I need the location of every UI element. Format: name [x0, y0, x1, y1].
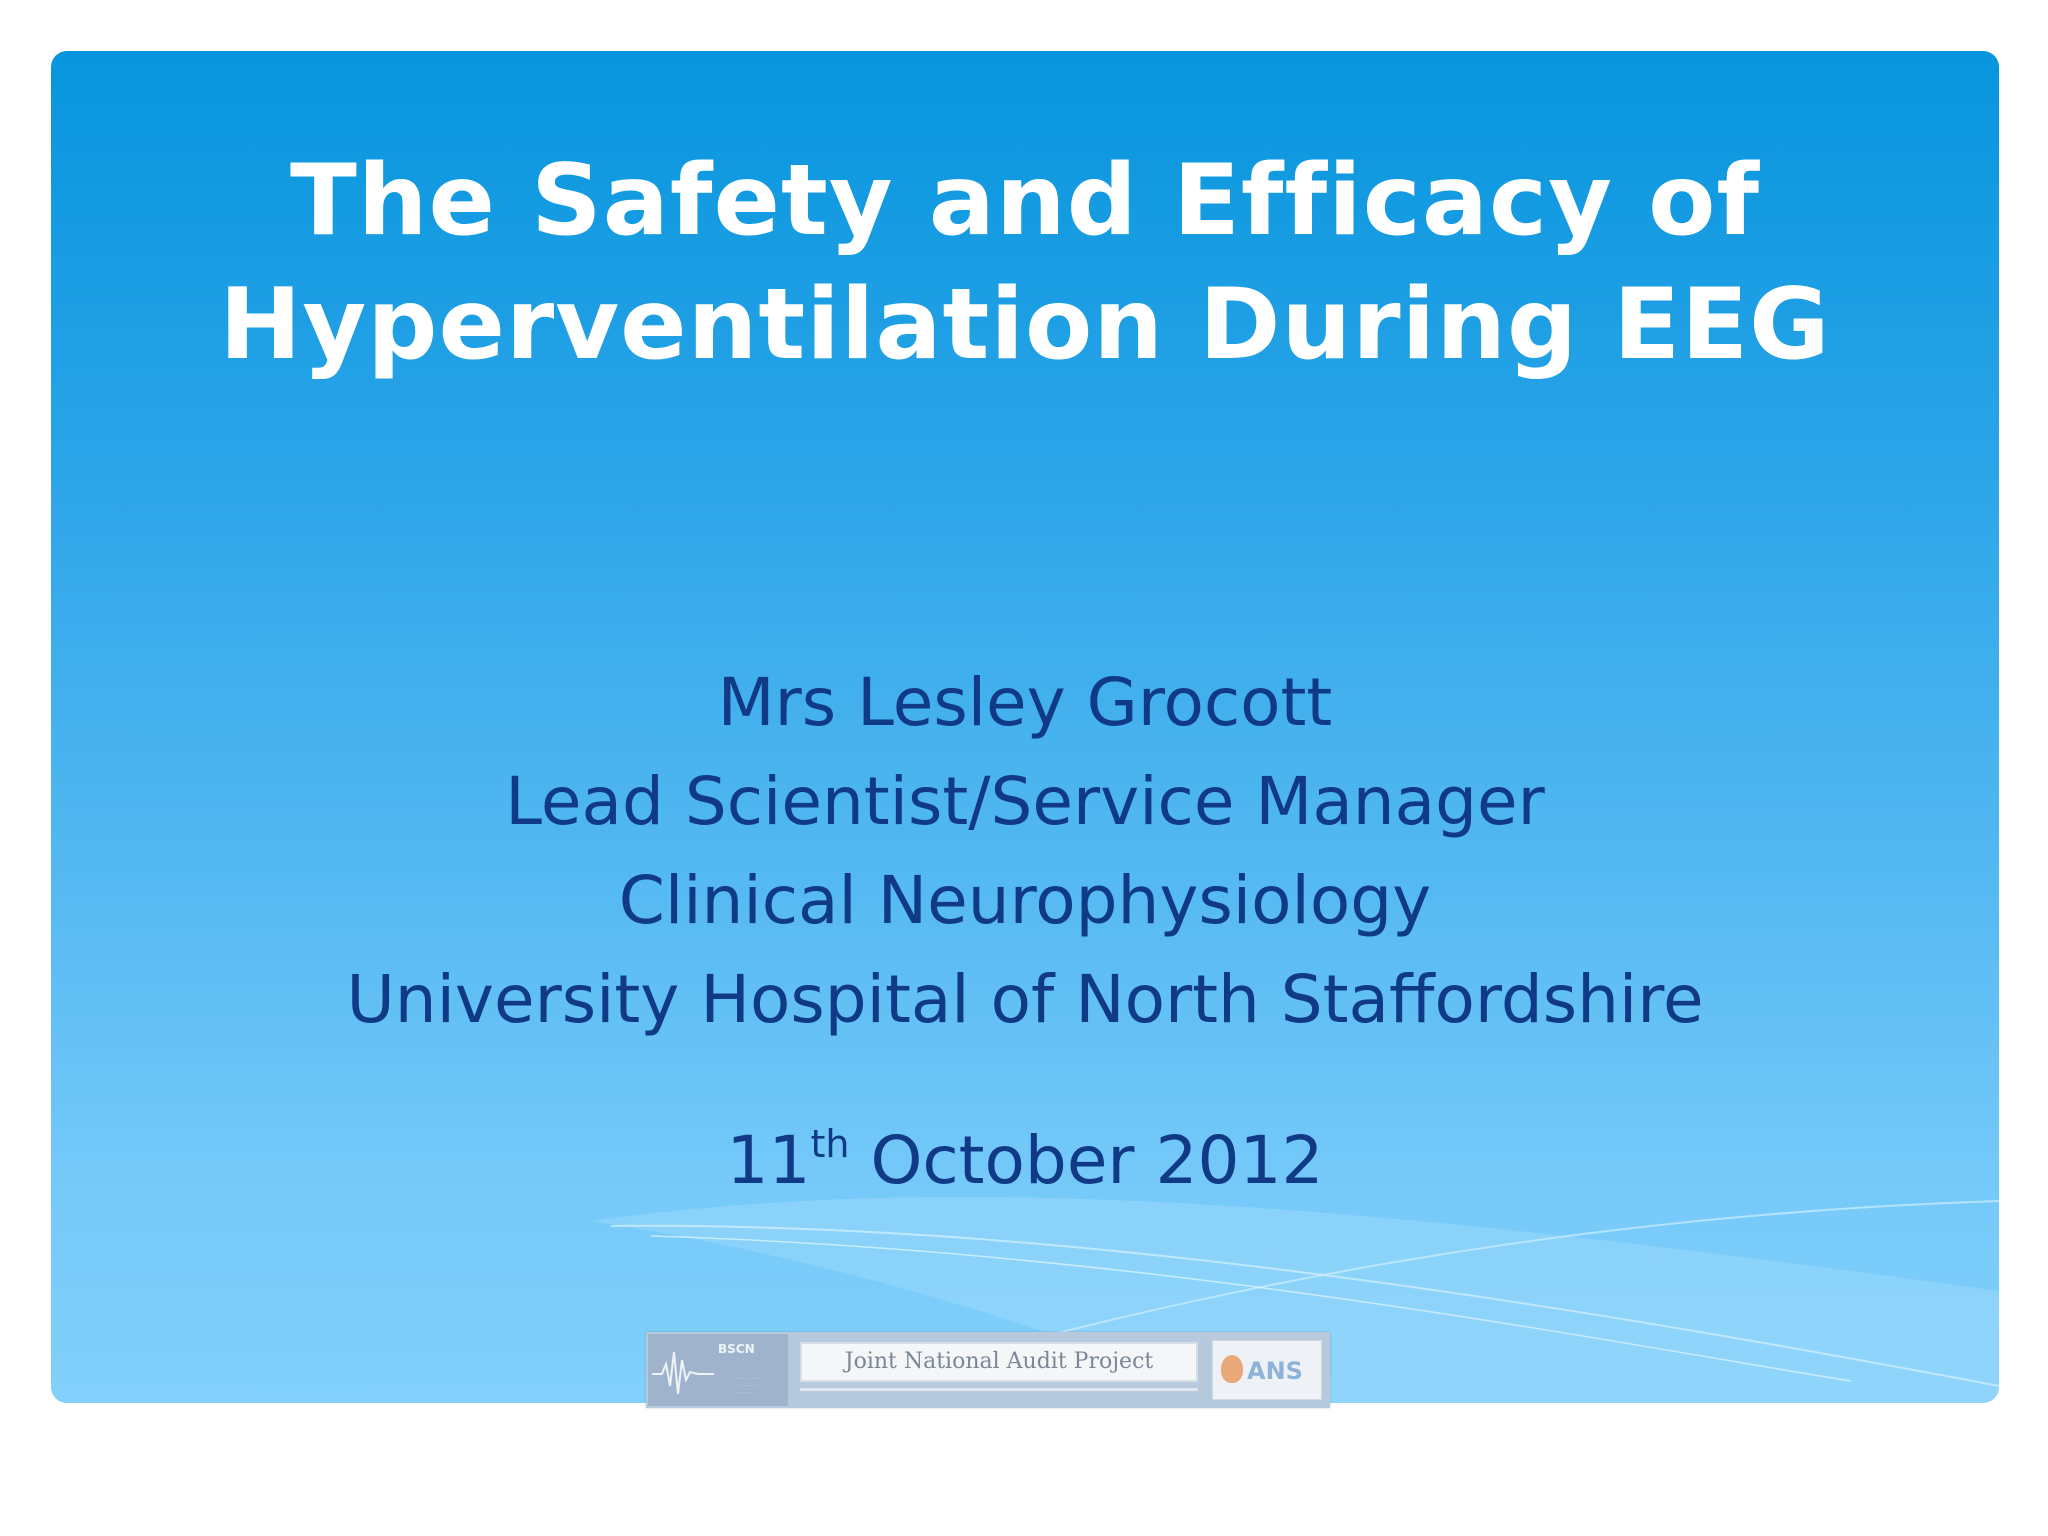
bscn-logo-text: BSCN [718, 1342, 755, 1356]
logo-strip [646, 1332, 1330, 1408]
date-month-year: October 2012 [870, 1122, 1324, 1199]
title-line-1: The Safety and Efficacy of [289, 144, 1761, 258]
project-banner-text: Joint National Audit Project [844, 1349, 1154, 1374]
slide-title [51, 139, 1999, 387]
ans-logo [1212, 1340, 1322, 1400]
author-role: Lead Scientist/Service Manager [505, 763, 1545, 840]
ans-logo-text: ANS [1247, 1357, 1303, 1385]
date-suffix: th [810, 1122, 850, 1166]
author-name: Mrs Lesley Grocott [717, 664, 1333, 741]
author-institution: University Hospital of North Staffordshire [346, 961, 1704, 1038]
project-banner-underline [800, 1388, 1198, 1391]
title-line-2: Hyperventilation During EEG [219, 268, 1831, 382]
author-department: Clinical Neurophysiology [618, 862, 1432, 939]
head-icon [1221, 1355, 1243, 1383]
presentation-date [51, 1111, 1999, 1210]
bscn-logo-small-print: · · · · · · · · · · · · · · · · · · · · · · [732, 1376, 760, 1396]
author-block [51, 653, 1999, 1049]
slide [51, 51, 1999, 1403]
project-banner [800, 1342, 1198, 1382]
bscn-logo [648, 1334, 788, 1406]
date-day: 11 [726, 1122, 811, 1199]
